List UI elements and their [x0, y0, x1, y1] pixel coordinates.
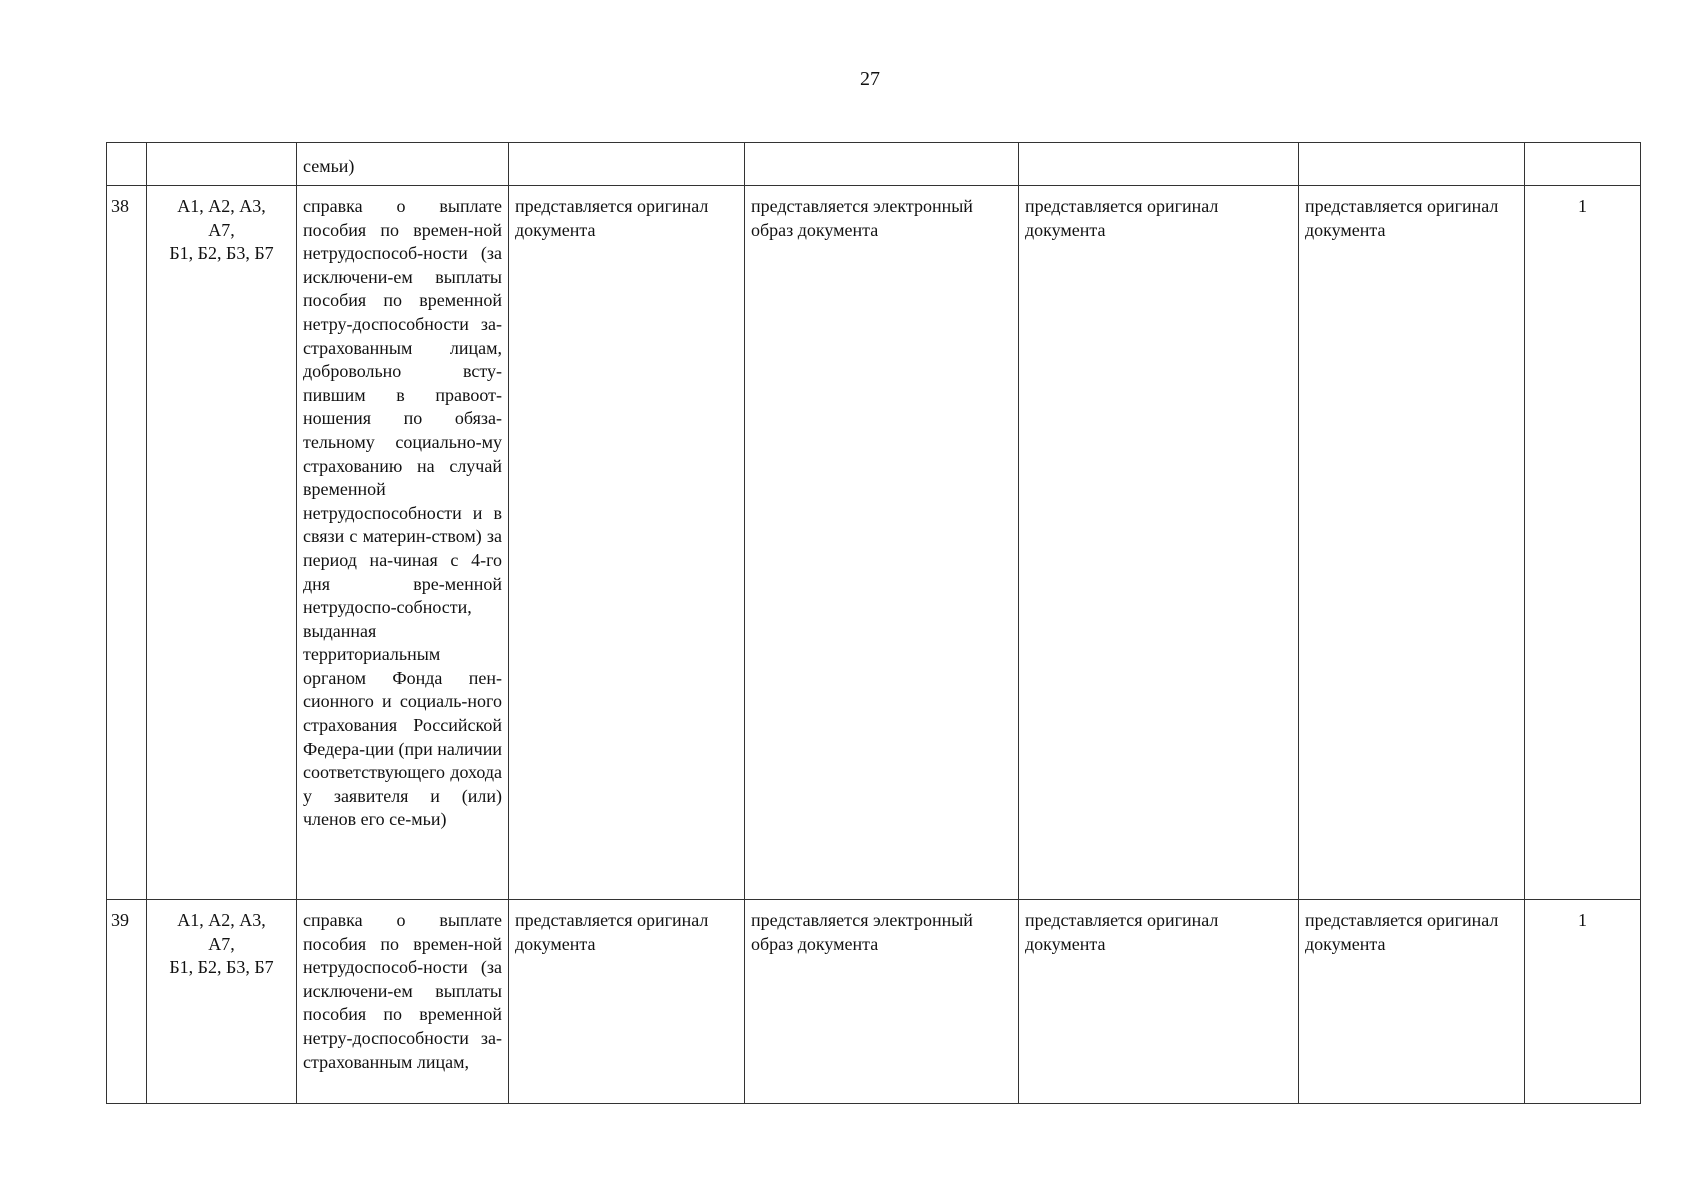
cell-col7: [1299, 143, 1525, 186]
row-quantity: 1: [1525, 900, 1641, 1104]
document-table: [106, 142, 1641, 1104]
codes-line: Б1, Б2, Б3, Б7: [169, 957, 274, 978]
cell-col6: [1019, 143, 1299, 186]
continuation-row: [107, 143, 1641, 186]
cell-col4: [509, 143, 745, 186]
row-col7: представляется оригинал документа: [1299, 900, 1525, 1104]
row-col6: представляется оригинал документа: [1019, 186, 1299, 900]
codes-line: А7,: [208, 219, 235, 240]
row-col5: представляется электронный образ документа: [745, 186, 1019, 900]
row-number: 38: [107, 186, 147, 900]
codes-line: А7,: [208, 933, 235, 954]
cell-quantity: [1525, 143, 1641, 186]
row-col5: представляется электронный образ документа: [745, 900, 1019, 1104]
row-number: 39: [107, 900, 147, 1104]
codes-line: Б1, Б2, Б3, Б7: [169, 243, 274, 264]
row-quantity: 1: [1525, 186, 1641, 900]
cell-number: [107, 143, 147, 186]
row-codes: [147, 900, 297, 1104]
row-codes: [147, 186, 297, 900]
cell-codes: [147, 143, 297, 186]
row-col4: представляется оригинал документа: [509, 186, 745, 900]
codes-line: А1, А2, А3,: [177, 910, 266, 930]
cell-col5: [745, 143, 1019, 186]
row-col7: представляется оригинал документа: [1299, 186, 1525, 900]
cell-description: семьи): [297, 143, 509, 186]
codes-line: А1, А2, А3,: [177, 196, 266, 216]
row-description: справка о выплате пособия по времен-ной нетрудоспособ-ности (за исключени-ем выплаты пособия по временной нетру-доспособности за-страхованным лицам,: [297, 900, 509, 1104]
table-row: [107, 186, 1641, 900]
row-col6: представляется оригинал документа: [1019, 900, 1299, 1104]
table-row: [107, 900, 1641, 1104]
page-number: 27: [860, 68, 880, 90]
row-description: справка о выплате пособия по времен-ной нетрудоспособ-ности (за исключени-ем выплаты пособия по временной нетру-доспособности за-страхованным лицам, добровольно всту-пившим в правоот-ношения по обяза-тельному социально-му страхованию на случай временной нетрудоспособности и в связи с материн-ством) за период на-чиная с 4-го дня вре-менной нетрудоспо-собности, выданная территориальным органом Фонда пен-сионного и социаль-ного страхования Российской Федера-ции (при наличии соответствующего дохода у заявителя и (или) членов его се-мьи): [297, 186, 509, 900]
row-col4: представляется оригинал документа: [509, 900, 745, 1104]
